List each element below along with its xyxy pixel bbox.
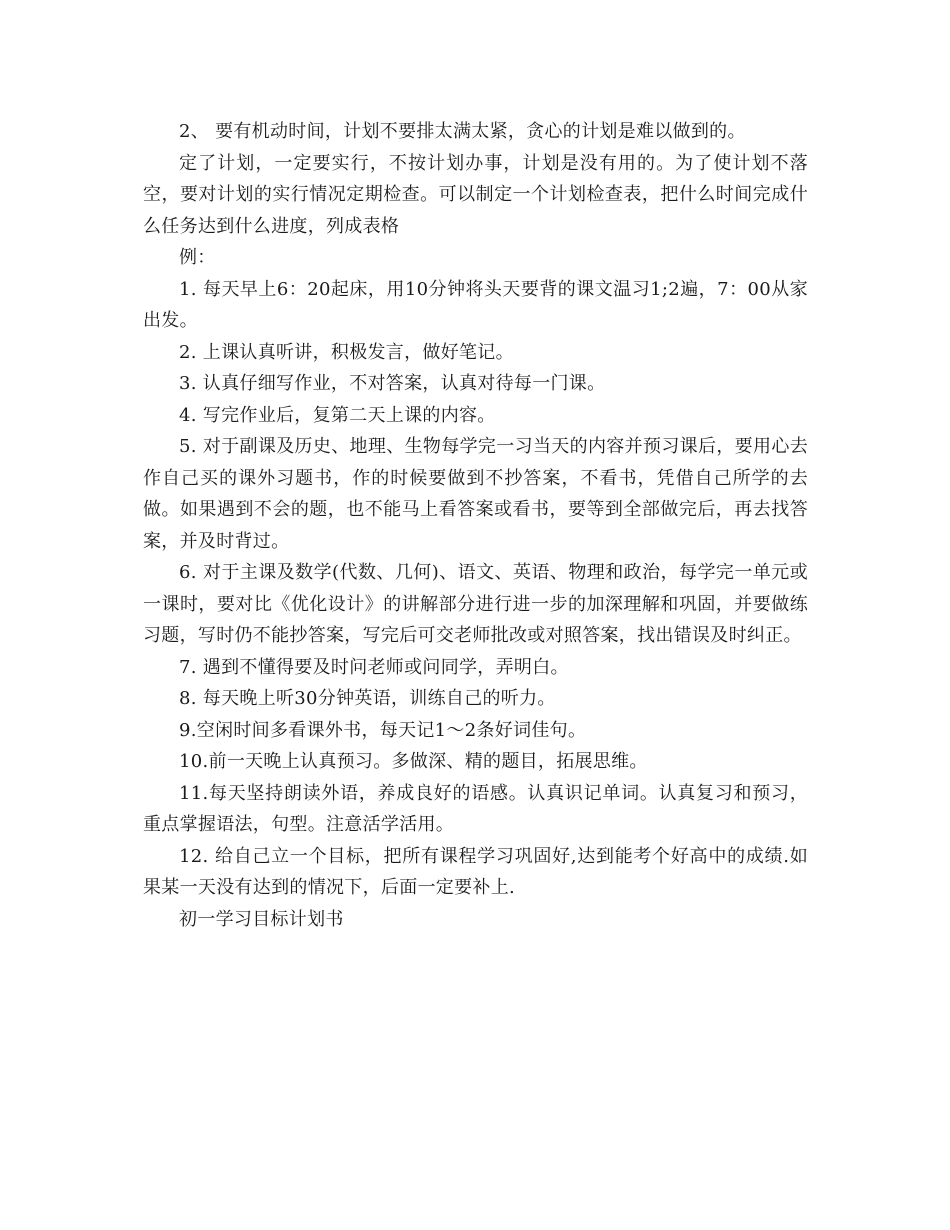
list-item-3: 3. 认真仔细写作业，不对答案，认真对待每一门课。 xyxy=(179,373,606,394)
list-item-2: 2. 上课认真听讲，积极发言，做好笔记。 xyxy=(179,341,514,363)
list-item-8: 8. 每天晚上听30分钟英语，训练自己的听力。 xyxy=(179,688,556,709)
list-item-6: 6. 对于主课及数学(代数、几何)、语文、英语、物理和政治，每学完一单元或一课时，要对比《优化设计》的讲解部分进行进一步的加深理解和巩固，并要做练习题，写时仍不能抄答案，写完后可交老师批改或对照答案，找出错误及时纠正。 xyxy=(143,562,808,646)
list-item-9: 9.空闲时间多看课外书，每天记1～2条好词佳句。 xyxy=(179,719,587,741)
section-heading: 初一学习目标计划书 xyxy=(179,908,344,930)
list-item-10: 10.前一天晚上认真预习。多做深、精的题目，拓展思维。 xyxy=(179,751,648,772)
paragraph-tip-2: 2、 要有机动时间，计划不要排太满太紧，贪心的计划是难以做到的。 xyxy=(179,121,746,142)
list-item-11: 11.每天坚持朗读外语，养成良好的语感。认真识记单词。认真复习和预习，重点掌握语法，句型。注意活学活用。 xyxy=(143,782,808,835)
list-item-4: 4. 写完作业后，复第二天上课的内容。 xyxy=(179,404,496,426)
list-item-1: 1. 每天早上6：20起床，用10分钟将头天要背的课文温习1;2遍，7：00从家出发。 xyxy=(143,278,808,331)
list-item-12: 12. 给自己立一个目标，把所有课程学习巩固好,达到能考个好高中的成绩.如果某一天没有达到的情况下，后面一定要补上. xyxy=(143,845,808,898)
list-item-7: 7. 遇到不懂得要及时问老师或问同学，弄明白。 xyxy=(179,656,569,678)
paragraph-execute-plan: 定了计划，一定要实行，不按计划办事，计划是没有用的。为了使计划不落空，要对计划的实行情况定期检查。可以制定一个计划检查表，把什么时间完成什么任务达到什么进度，列成表格 xyxy=(143,152,808,237)
list-item-5: 5. 对于副课及历史、地理、生物每学完一习当天的内容并预习课后，要用心去作自己买的课外习题书，作的时候要做到不抄答案，不看书，凭借自己所学的去做。如果遇到不会的题，也不能马上看答案或看书，要等到全部做完后，再去找答案，并及时背过。 xyxy=(143,436,808,552)
paragraph-example-label: 例： xyxy=(179,247,216,268)
document-body xyxy=(143,116,808,935)
